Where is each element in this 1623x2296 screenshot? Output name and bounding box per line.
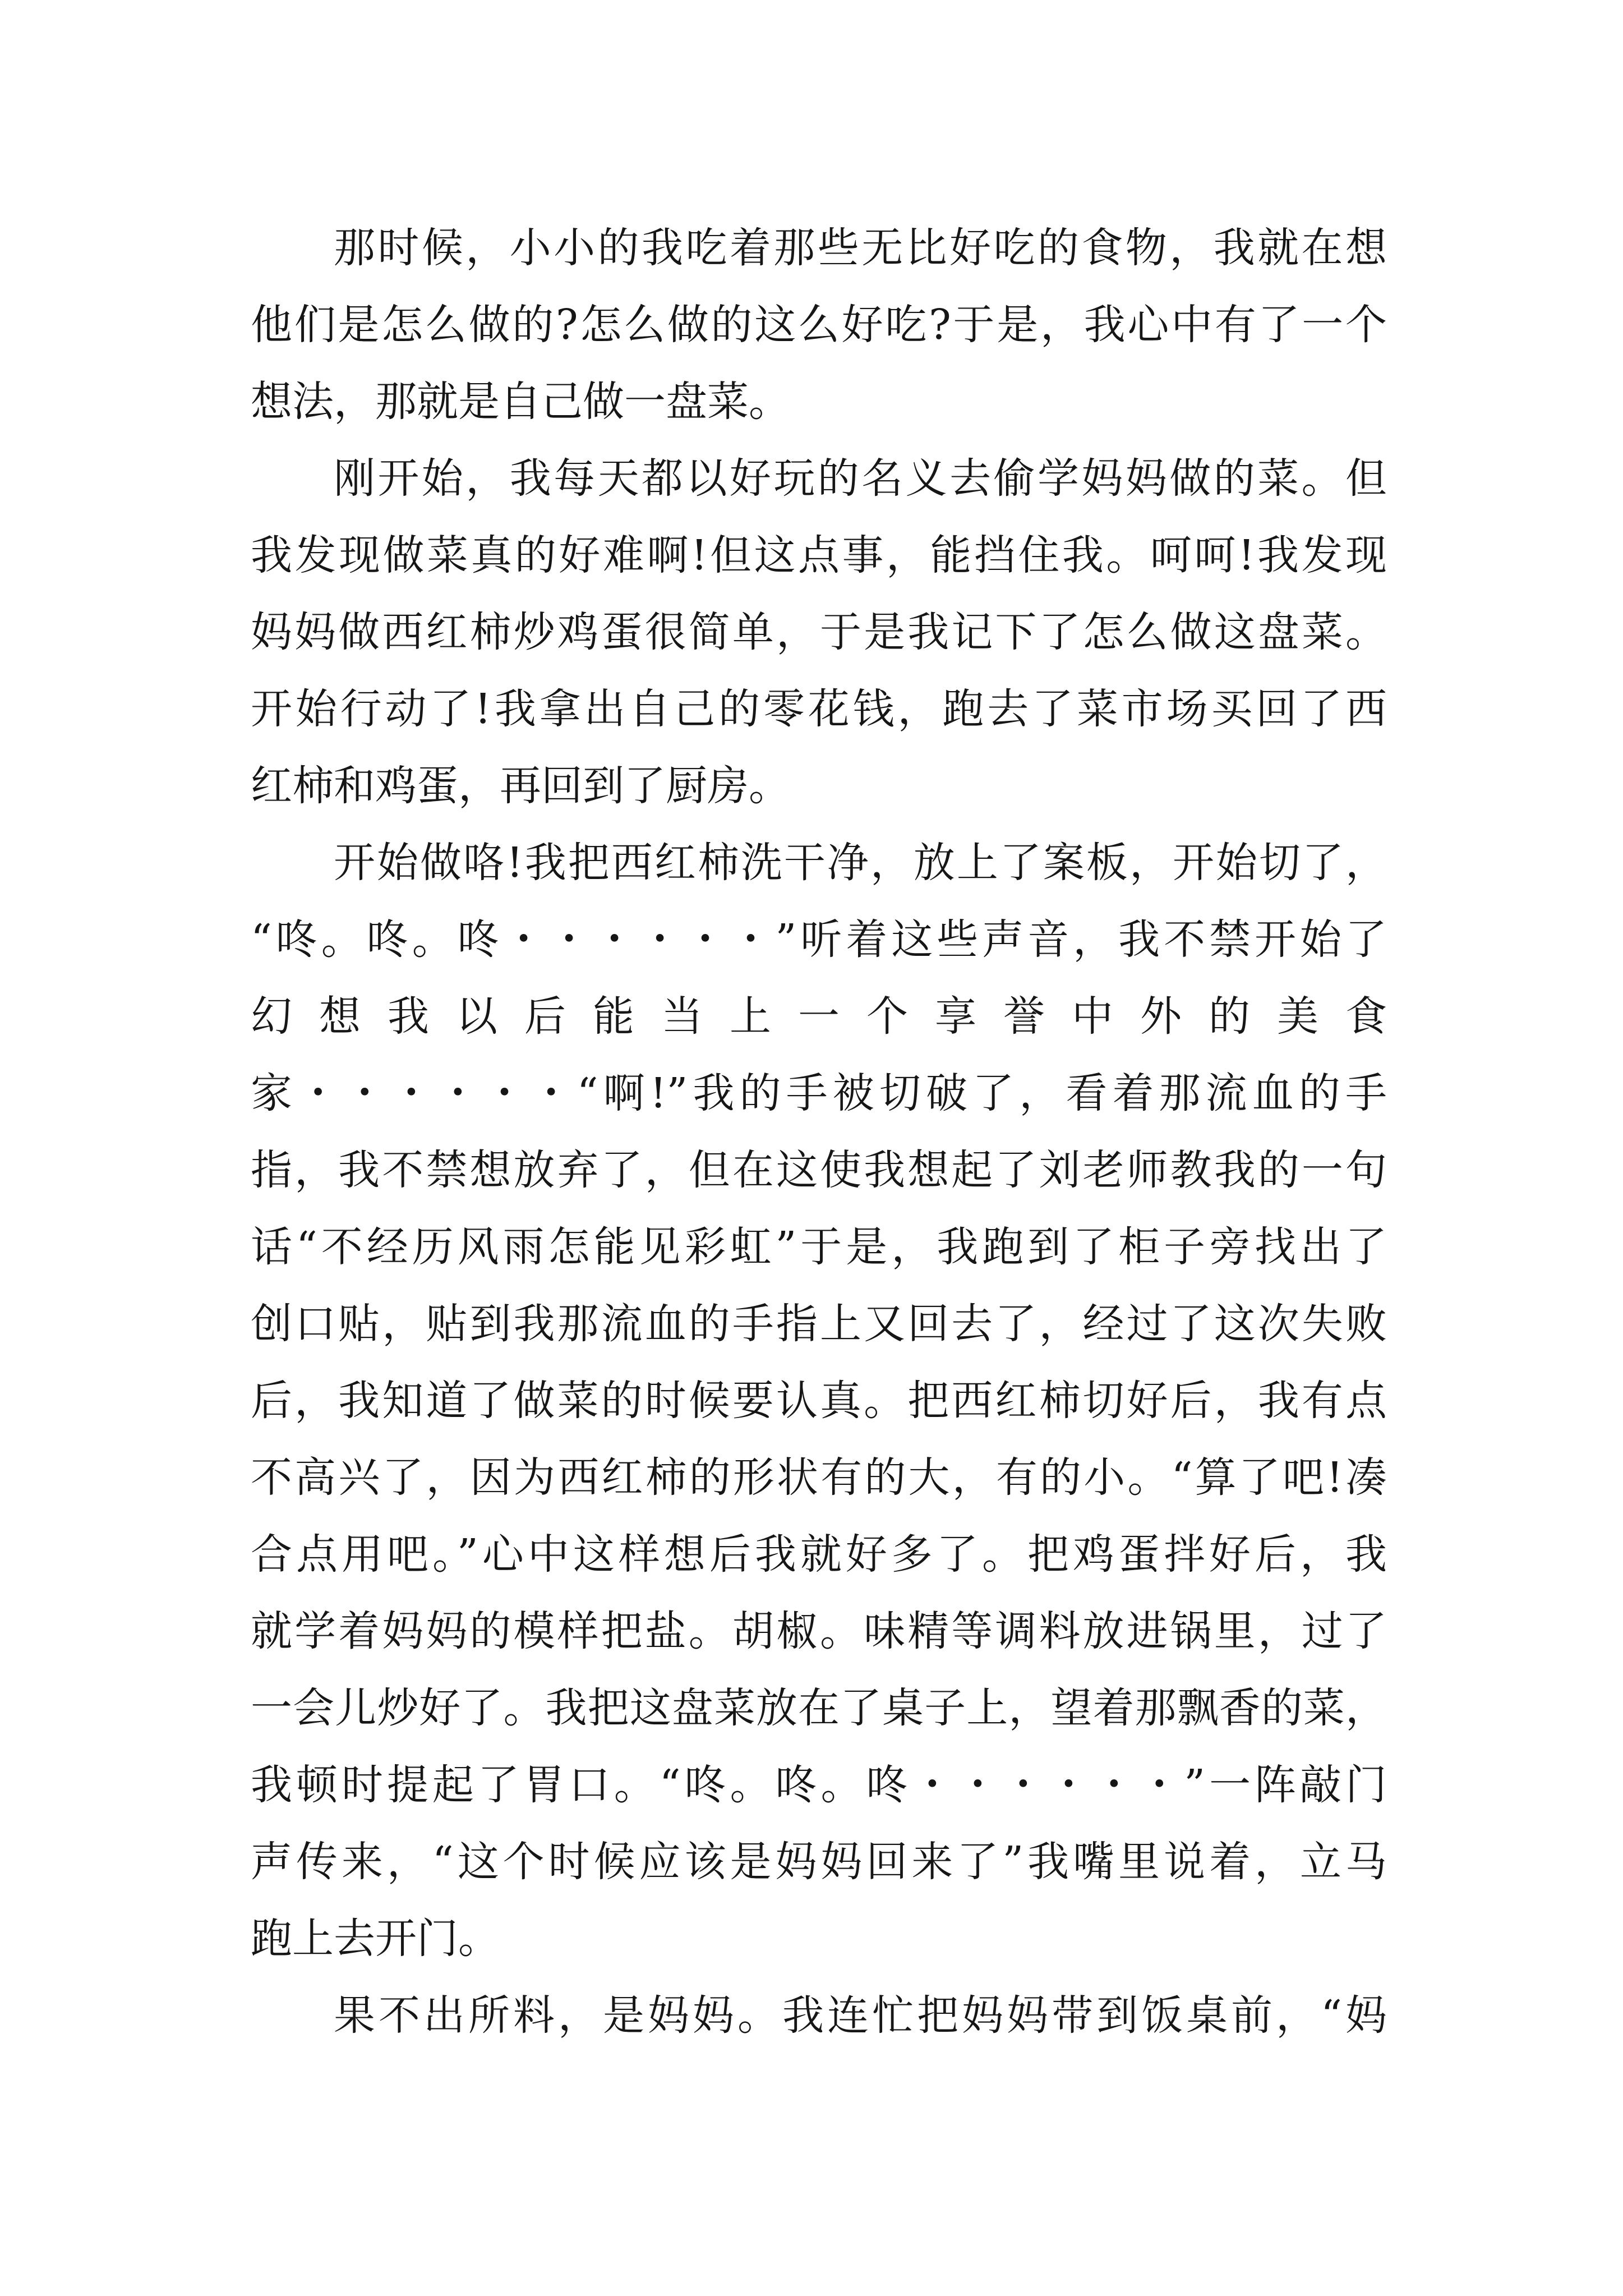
document-body: [251, 210, 1387, 2054]
text-line: 刚开始，我每天都以好玩的名义去偷学妈妈做的菜。但: [334, 454, 1387, 503]
text-line: 一会儿炒好了。我把这盘菜放在了桌子上，望着那飘香的菜，: [251, 1684, 1387, 1732]
text-line: 开始做咯!我把西红柿洗干净，放上了案板，开始切了，: [334, 839, 1387, 887]
text-line: 想法，那就是自己做一盘菜。: [251, 378, 790, 426]
text-line: 跑上去开门。: [251, 1915, 500, 1963]
text-line: 话“不经历风雨怎能见彩虹”于是，我跑到了柜子旁找出了: [251, 1223, 1387, 1271]
paragraph: [251, 825, 1387, 1977]
text-line: 后，我知道了做菜的时候要认真。把西红柿切好后，我有点: [251, 1377, 1387, 1425]
text-line: 幻想我以后能当上一个享誉中外的美食: [251, 992, 1387, 1041]
paragraph: [251, 1977, 1387, 2054]
text-line: 指，我不禁想放弃了，但在这使我想起了刘老师教我的一句: [251, 1146, 1387, 1194]
text-line: 他们是怎么做的?怎么做的这么好吃?于是，我心中有了一个: [251, 301, 1387, 349]
text-line: 开始行动了!我拿出自己的零花钱，跑去了菜市场买回了西: [251, 685, 1387, 733]
text-line: 红柿和鸡蛋，再回到了厨房。: [251, 762, 790, 810]
paragraph: [251, 440, 1387, 825]
text-line: 就学着妈妈的模样把盐。胡椒。味精等调料放进锅里，过了: [251, 1607, 1387, 1655]
text-line: 声传来，“这个时候应该是妈妈回来了”我嘴里说着，立马: [251, 1838, 1387, 1886]
text-line: 妈妈做西红柿炒鸡蛋很简单，于是我记下了怎么做这盘菜。: [251, 608, 1387, 656]
text-line: 创口贴，贴到我那流血的手指上又回去了，经过了这次失败: [251, 1300, 1387, 1348]
text-line: 那时候，小小的我吃着那些无比好吃的食物，我就在想: [334, 224, 1387, 272]
text-line: 不高兴了，因为西红柿的形状有的大，有的小。“算了吧!凑: [251, 1453, 1387, 1502]
text-line: 果不出所料，是妈妈。我连忙把妈妈带到饭桌前，“妈: [334, 1991, 1387, 2040]
text-line: 我发现做菜真的好难啊!但这点事，能挡住我。呵呵!我发现: [251, 531, 1387, 579]
text-line: 合点用吧。”心中这样想后我就好多了。把鸡蛋拌好后，我: [251, 1530, 1387, 1579]
text-line: 我顿时提起了胃口。“咚。咚。咚・・・・・・”一阵敲门: [251, 1761, 1387, 1809]
text-line: “咚。咚。咚・・・・・・”听着这些声音，我不禁开始了: [251, 915, 1387, 964]
paragraph: [251, 210, 1387, 440]
text-line: 家・・・・・・“啊!”我的手被切破了，看着那流血的手: [251, 1069, 1387, 1117]
